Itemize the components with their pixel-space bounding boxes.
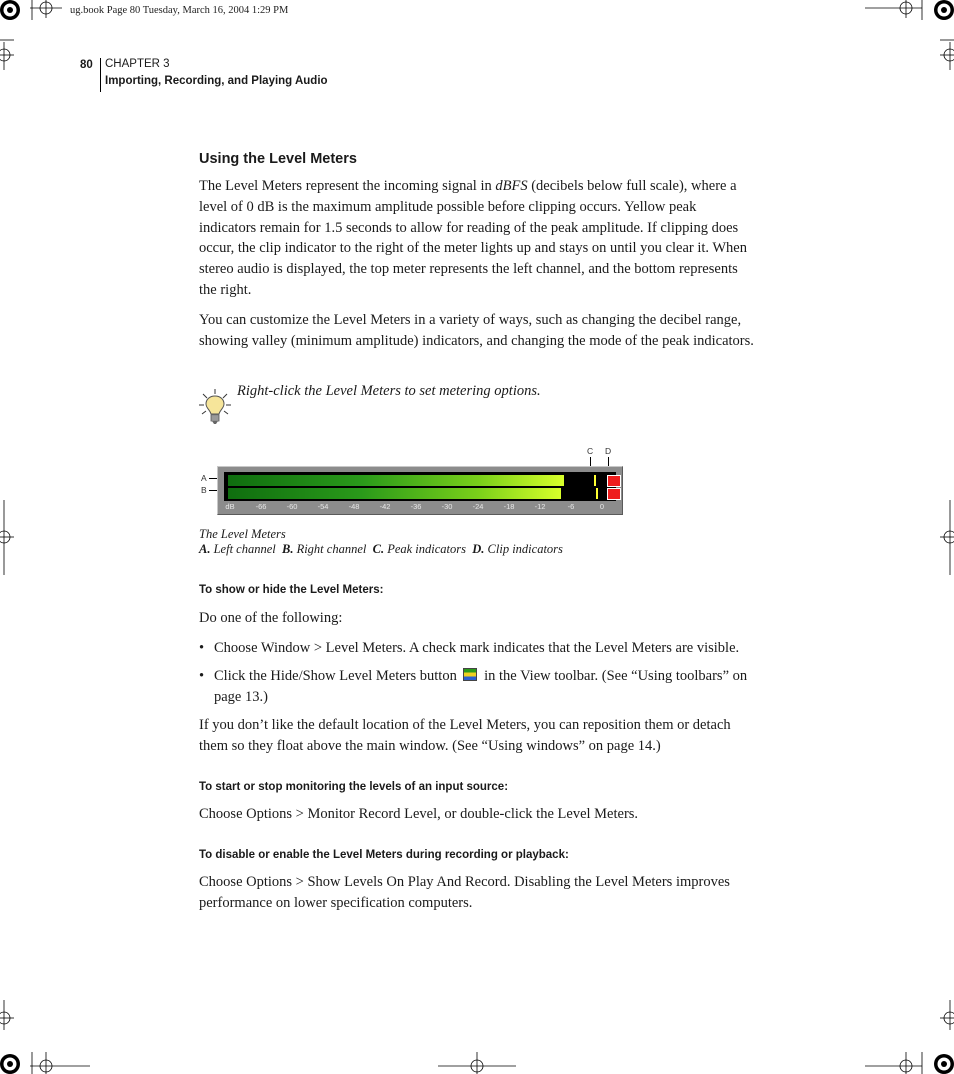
legend-text-a: Left channel bbox=[213, 542, 276, 556]
left-clip-indicator[interactable] bbox=[607, 475, 621, 487]
scale-tick-label: -60 bbox=[286, 502, 298, 511]
scale-tick-label: -24 bbox=[472, 502, 484, 511]
section-title: Using the Level Meters bbox=[199, 151, 357, 167]
db-scale bbox=[222, 502, 614, 512]
scale-tick-label: -54 bbox=[317, 502, 329, 511]
meter-display bbox=[224, 472, 616, 501]
right-channel-bar bbox=[228, 488, 561, 499]
legend-text-b: Right channel bbox=[296, 542, 367, 556]
callout-d: D bbox=[605, 446, 612, 456]
figure-legend bbox=[199, 542, 563, 557]
monitoring-paragraph: Choose Options > Monitor Record Level, or double-click the Level Meters. bbox=[199, 806, 639, 822]
scale-tick-label: -42 bbox=[379, 502, 391, 511]
scale-tick-label: -48 bbox=[348, 502, 360, 511]
left-peak-indicator bbox=[594, 475, 596, 486]
tip-text: Right-click the Level Meters to set metering options. bbox=[237, 383, 541, 399]
intro-paragraph bbox=[199, 176, 757, 301]
callout-b: B bbox=[201, 485, 207, 495]
header-divider bbox=[100, 58, 101, 92]
figure-caption: The Level Meters bbox=[199, 527, 286, 541]
procedure-intro: Do one of the following: bbox=[199, 610, 343, 626]
procedure-heading-show-hide: To show or hide the Level Meters: bbox=[199, 584, 384, 596]
scale-tick-label: -12 bbox=[534, 502, 546, 511]
level-meters-toolbar-icon bbox=[463, 668, 477, 681]
legend-key-b: B. bbox=[281, 542, 294, 556]
right-clip-indicator[interactable] bbox=[607, 488, 621, 500]
scale-tick-label: dB bbox=[225, 502, 235, 511]
bullet2-text-end: in the View toolbar. (See “Using toolbars” on page 13.) bbox=[214, 667, 748, 705]
callout-c: C bbox=[587, 446, 594, 456]
legend-key-c: C. bbox=[372, 542, 385, 556]
bullet-window-menu: • Choose Window > Level Meters. A check mark indicates that the Level Meters are visible. bbox=[199, 638, 757, 659]
left-channel-bar bbox=[228, 475, 564, 486]
intro-text-start: The Level Meters represent the incoming signal in bbox=[199, 178, 496, 194]
disable-paragraph: Choose Options > Show Levels On Play And Record. Disabling the Level Meters improves performance on lower specification computers. bbox=[199, 874, 730, 911]
reposition-paragraph: If you don’t like the default location of the Level Meters, you can reposition them or detach them so they float above the main window. (See “Using windows” on page 14.) bbox=[199, 717, 731, 754]
scale-tick-label: -36 bbox=[410, 502, 422, 511]
legend-key-d: D. bbox=[472, 542, 485, 556]
scale-tick-label: -6 bbox=[567, 502, 575, 511]
page-number: 80 bbox=[80, 59, 93, 71]
scale-tick-label: 0 bbox=[599, 502, 605, 511]
chapter-title: Importing, Recording, and Playing Audio bbox=[105, 75, 328, 87]
customize-paragraph: You can customize the Level Meters in a variety of ways, such as changing the decibel range, showing valley (minimum amplitude) indicators, and changing the mode of the peak indicators. bbox=[199, 312, 754, 349]
chapter-label: CHAPTER 3 bbox=[105, 58, 170, 70]
dbfs-term: dBFS bbox=[495, 178, 528, 194]
legend-key-a: A. bbox=[199, 542, 211, 556]
intro-text-end: (decibels below full scale), where a level of 0 dB is the maximum amplitude possible before clipping occurs. Yellow peak indicators remain for 1.5 seconds to allow for reading of the peak amplitude. If clipping does occur, the clip indicator to the right of the meter lights up and stays on until you clear it. When stereo audio is displayed, the top meter represents the left channel, and the bottom represents the right. bbox=[199, 178, 747, 298]
bullet2-text-start: Click the Hide/Show Level Meters button bbox=[214, 667, 461, 684]
scale-tick-label: -18 bbox=[503, 502, 515, 511]
procedure-heading-disable: To disable or enable the Level Meters during recording or playback: bbox=[199, 849, 569, 861]
legend-text-d: Clip indicators bbox=[487, 542, 563, 556]
procedure-heading-monitoring: To start or stop monitoring the levels of an input source: bbox=[199, 781, 509, 793]
lightbulb-icon bbox=[199, 388, 233, 426]
legend-text-c: Peak indicators bbox=[387, 542, 467, 556]
procedure-bullets bbox=[199, 638, 757, 707]
bullet-toolbar-button bbox=[199, 666, 757, 708]
printer-slug: ug.book Page 80 Tuesday, March 16, 2004 1:29 PM bbox=[70, 5, 289, 16]
callout-a: A bbox=[201, 473, 207, 483]
scale-tick-label: -66 bbox=[255, 502, 267, 511]
scale-tick-label: -30 bbox=[441, 502, 453, 511]
level-meters[interactable] bbox=[217, 466, 623, 515]
right-peak-indicator bbox=[596, 488, 598, 499]
